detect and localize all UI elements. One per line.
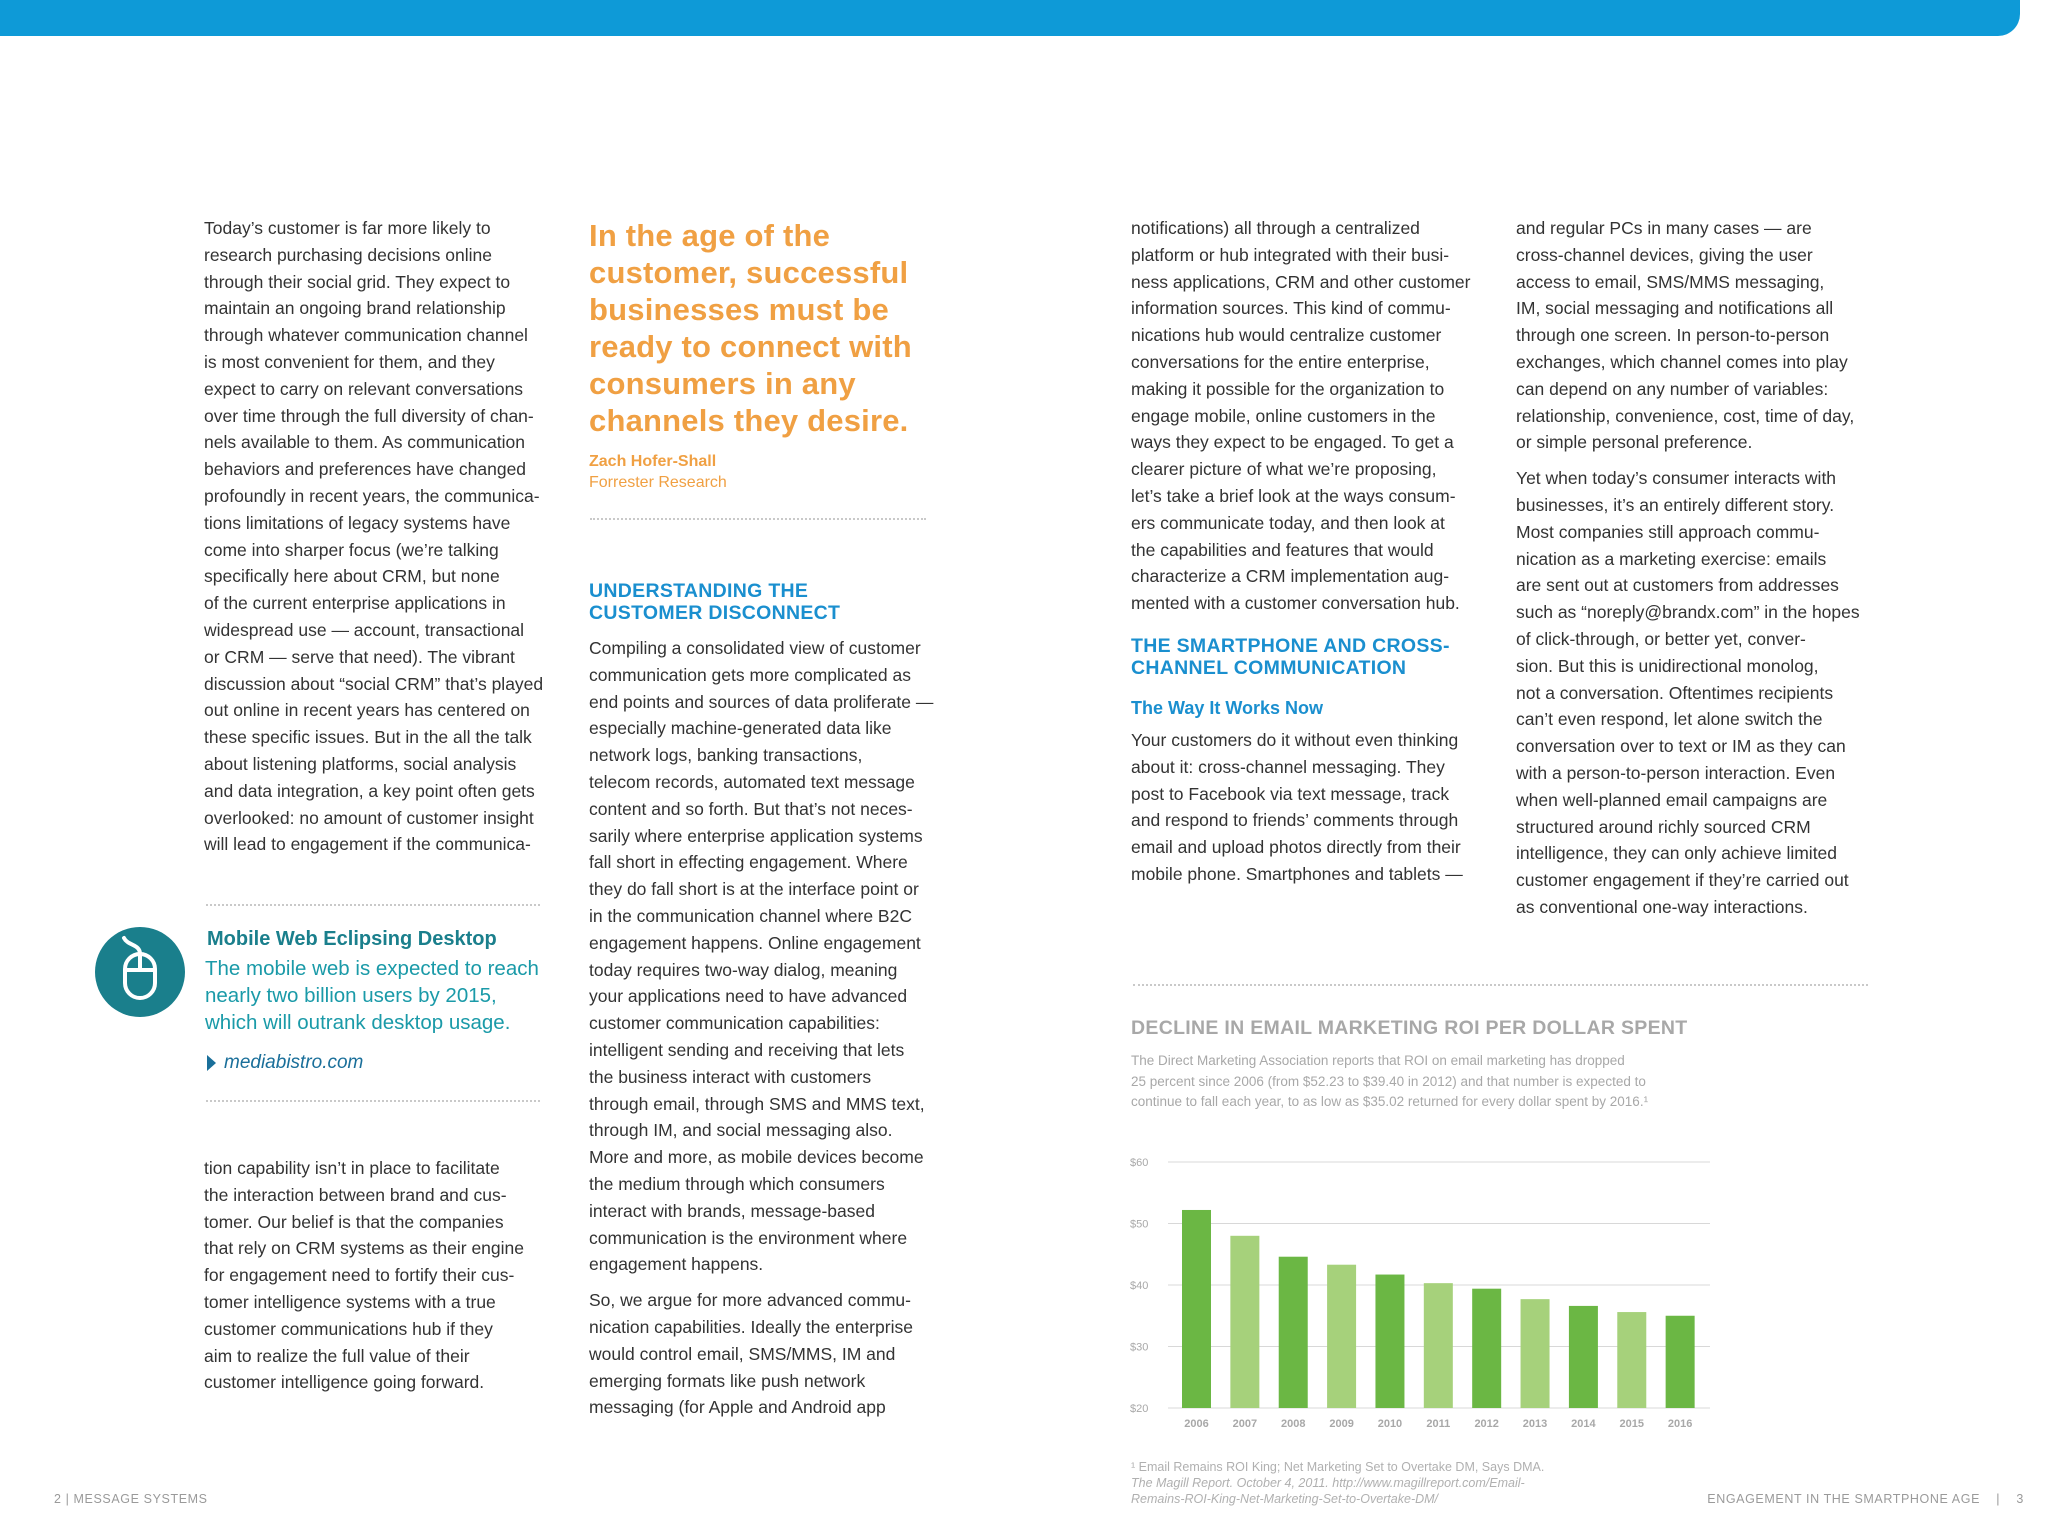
y-tick-label: $40 xyxy=(1130,1280,1149,1292)
footnote-line: The Magill Report. October 4, 2011. http://www.magillreport.com/Email- xyxy=(1131,1476,1525,1490)
intro-paragraph: Today’s customer is far more likely to research purchasing decisions online through their social grid. They expect to maintain an ongoing brand relationship through whatever communication channel is most convenient for them, and they expect to carry on relevant conversations over time through the full diversity of chan- nels available to them. As communication behaviors and preferences have changed profoundly in recent years, the communica- tions limitations of legacy systems have come into sharper focus (we’re talking specifically here about CRM, but none of the current enterprise applications in widespread use — account, transactional or CRM — serve that need). The vibrant discussion about “social CRM” that’s played out online in recent years has centered on these specific issues. But in the all the talk about listening platforms, social analysis and data integration, a key point often gets overlooked: no amount of customer insight will lead to engagement if the communica- xyxy=(204,218,544,855)
paragraph: Yet when today’s consumer interacts with businesses, it’s an entirely different story. Most companies still approach commu- nication as a marketing exercise: emails are sent out at customers from addresses such as “noreply@brandx.com” in the hopes of click-through, or better yet, conver- sion. But this is unidirectional monolog, not a conversation. Oftentimes recipients can’t even respond, let alone switch the conversation over to text or IM as they can with a person-to-person interaction. Even when well-planned email campaigns are structured around richly sourced CRM intelligence, they can only achieve limited customer engagement if they’re carried out as conventional one-way interactions. xyxy=(1516,468,1860,917)
x-tick-label: 2015 xyxy=(1619,1418,1645,1430)
pull-quote xyxy=(589,217,939,492)
roi-bar-chart xyxy=(1120,1140,1720,1440)
footer-left: 2 | MESSAGE SYSTEMS xyxy=(54,1492,208,1506)
x-tick-label: 2009 xyxy=(1329,1418,1354,1430)
x-tick-label: 2010 xyxy=(1377,1418,1403,1430)
footnote-line: Remains-ROI-King-Net-Marketing-Set-to-Overtake-DM/ xyxy=(1131,1492,1439,1506)
section-heading: UNDERSTANDING THE CUSTOMER DISCONNECT xyxy=(589,580,841,624)
x-tick-label: 2011 xyxy=(1426,1418,1451,1430)
bar xyxy=(1327,1265,1356,1408)
middle-column xyxy=(589,580,959,1421)
paragraph: and regular PCs in many cases — are cross-channel devices, giving the user access to email, SMS/MMS messaging, IM, social messaging and notifications all through one screen. In person-to-person exchanges, which channel comes into play can depend on any number of variables: relationship, convenience, cost, time of day, or simple personal preference. xyxy=(1516,218,1855,453)
paragraph: Compiling a consolidated view of customer communication gets more complicated as end points and sources of data proliferate — especially machine-generated data like network logs, banking transactions, telecom records, automated text message content and so forth. But that’s not neces- sarily where enterprise application systems fall short in effecting engagement. Where they do fall short is at the interface point or in the communication channel where B2C engagement happens. Online engagement today requires two-way dialog, meaning your applications need to have advanced customer communication capabilities: intelligent sending and receiving that lets the business interact with customers through email, through SMS and MMS text, through IM, and social messaging also. More and more, as mobile devices become the medium through which consumers interact with brands, message-based communication is the environment where engagement happens. xyxy=(589,638,934,1275)
x-tick-label: 2013 xyxy=(1522,1418,1548,1430)
paragraph: So, we argue for more advanced commu- nication capabilities. Ideally the enterprise would control email, SMS/MMS, IM and emerging formats like push network messaging (for Apple and Android app xyxy=(589,1290,913,1418)
footnote-line: ¹ Email Remains ROI King; Net Marketing Set to Overtake DM, Says DMA. xyxy=(1131,1460,1545,1474)
x-tick-label: 2006 xyxy=(1184,1418,1209,1430)
left-column-continued xyxy=(204,1155,564,1396)
bar xyxy=(1617,1312,1646,1408)
chart-footnote xyxy=(1131,1459,1651,1507)
y-tick-label: $50 xyxy=(1130,1218,1149,1231)
y-tick-label: $30 xyxy=(1130,1341,1149,1354)
triangle-right-icon xyxy=(207,1055,216,1071)
x-tick-label: 2014 xyxy=(1571,1418,1596,1430)
paragraph: Your customers do it without even thinking about it: cross-channel messaging. They post to Facebook via text message, track and respond to friends’ comments through email and upload photos directly from their mobile phone. Smartphones and tablets — xyxy=(1131,729,1463,884)
bar xyxy=(1375,1275,1404,1408)
bar xyxy=(1182,1210,1211,1408)
callout-link[interactable] xyxy=(207,1052,363,1074)
bar xyxy=(1666,1316,1695,1408)
footer-right: ENGAGEMENT IN THE SMARTPHONE AGE | 3 xyxy=(1707,1492,2024,1506)
divider xyxy=(206,904,540,906)
continued-paragraph: tion capability isn’t in place to facilitate the interaction between brand and cus- tomer. Our belief is that the companies that rely on CRM systems as their engine for engagement need to fortify their cus- tomer intelligence systems with a true customer communications hub if they aim to realize the full value of their customer intelligence going forward. xyxy=(204,1158,524,1393)
section-heading: THE SMARTPHONE AND CROSS- CHANNEL COMMUNICATION xyxy=(1131,634,1450,679)
divider xyxy=(1133,984,1868,986)
right-page-column-1 xyxy=(1131,215,1501,888)
x-tick-label: 2008 xyxy=(1280,1418,1306,1430)
y-tick-label: $60 xyxy=(1130,1157,1149,1169)
bar xyxy=(1424,1283,1453,1408)
left-column xyxy=(204,215,564,858)
callout-link-text[interactable]: mediabistro.com xyxy=(224,1052,364,1073)
callout-title: Mobile Web Eclipsing Desktop xyxy=(207,928,497,950)
pull-quote-text: In the age of the customer, successful businesses must be ready to connect with consumers in any channels they desire. xyxy=(589,218,912,438)
divider xyxy=(590,518,926,520)
sub-heading: The Way It Works Now xyxy=(1131,697,1324,718)
bar xyxy=(1279,1257,1308,1408)
chart-description: The Direct Marketing Association reports that ROI on email marketing has dropped 25 percent since 2006 (from $52.23 to $39.40 in 2012) and that number is expected to continue to fall each year, to as low as $35.02 returned for every dollar spent by 2016.¹ xyxy=(1131,1053,1649,1109)
callout-text: The mobile web is expected to reach nearly two billion users by 2015, which will outrank desktop usage. xyxy=(205,957,539,1034)
y-tick-label: $20 xyxy=(1130,1403,1149,1415)
divider xyxy=(206,1100,540,1102)
x-tick-label: 2016 xyxy=(1667,1418,1693,1430)
x-tick-label: 2007 xyxy=(1232,1418,1258,1430)
x-tick-label: 2012 xyxy=(1474,1418,1499,1430)
mouse-icon xyxy=(94,926,186,1018)
bar xyxy=(1521,1299,1550,1408)
bar xyxy=(1230,1236,1259,1408)
pull-quote-organization: Forrester Research xyxy=(589,474,727,491)
paragraph: notifications) all through a centralized platform or hub integrated with their busi- ness applications, CRM and other customer information sources. This kind of commu- nications hub would centralize customer conversations for the entire enterprise, making it possible for the organization to engage mobile, online customers in the ways they expect to be engaged. To get a clearer picture of what we’re proposing, let’s take a brief look at the ways consum- ers communicate today, and then look at the capabilities and features that would characterize a CRM implementation aug- mented with a customer conversation hub. xyxy=(1131,218,1471,614)
top-accent-bar xyxy=(0,0,2020,36)
bar xyxy=(1569,1306,1598,1408)
chart-title: DECLINE IN EMAIL MARKETING ROI PER DOLLAR SPENT xyxy=(1131,1017,1688,1039)
pull-quote-author: Zach Hofer-Shall xyxy=(589,453,717,470)
bar xyxy=(1472,1289,1501,1408)
right-page-column-2 xyxy=(1516,215,1886,921)
